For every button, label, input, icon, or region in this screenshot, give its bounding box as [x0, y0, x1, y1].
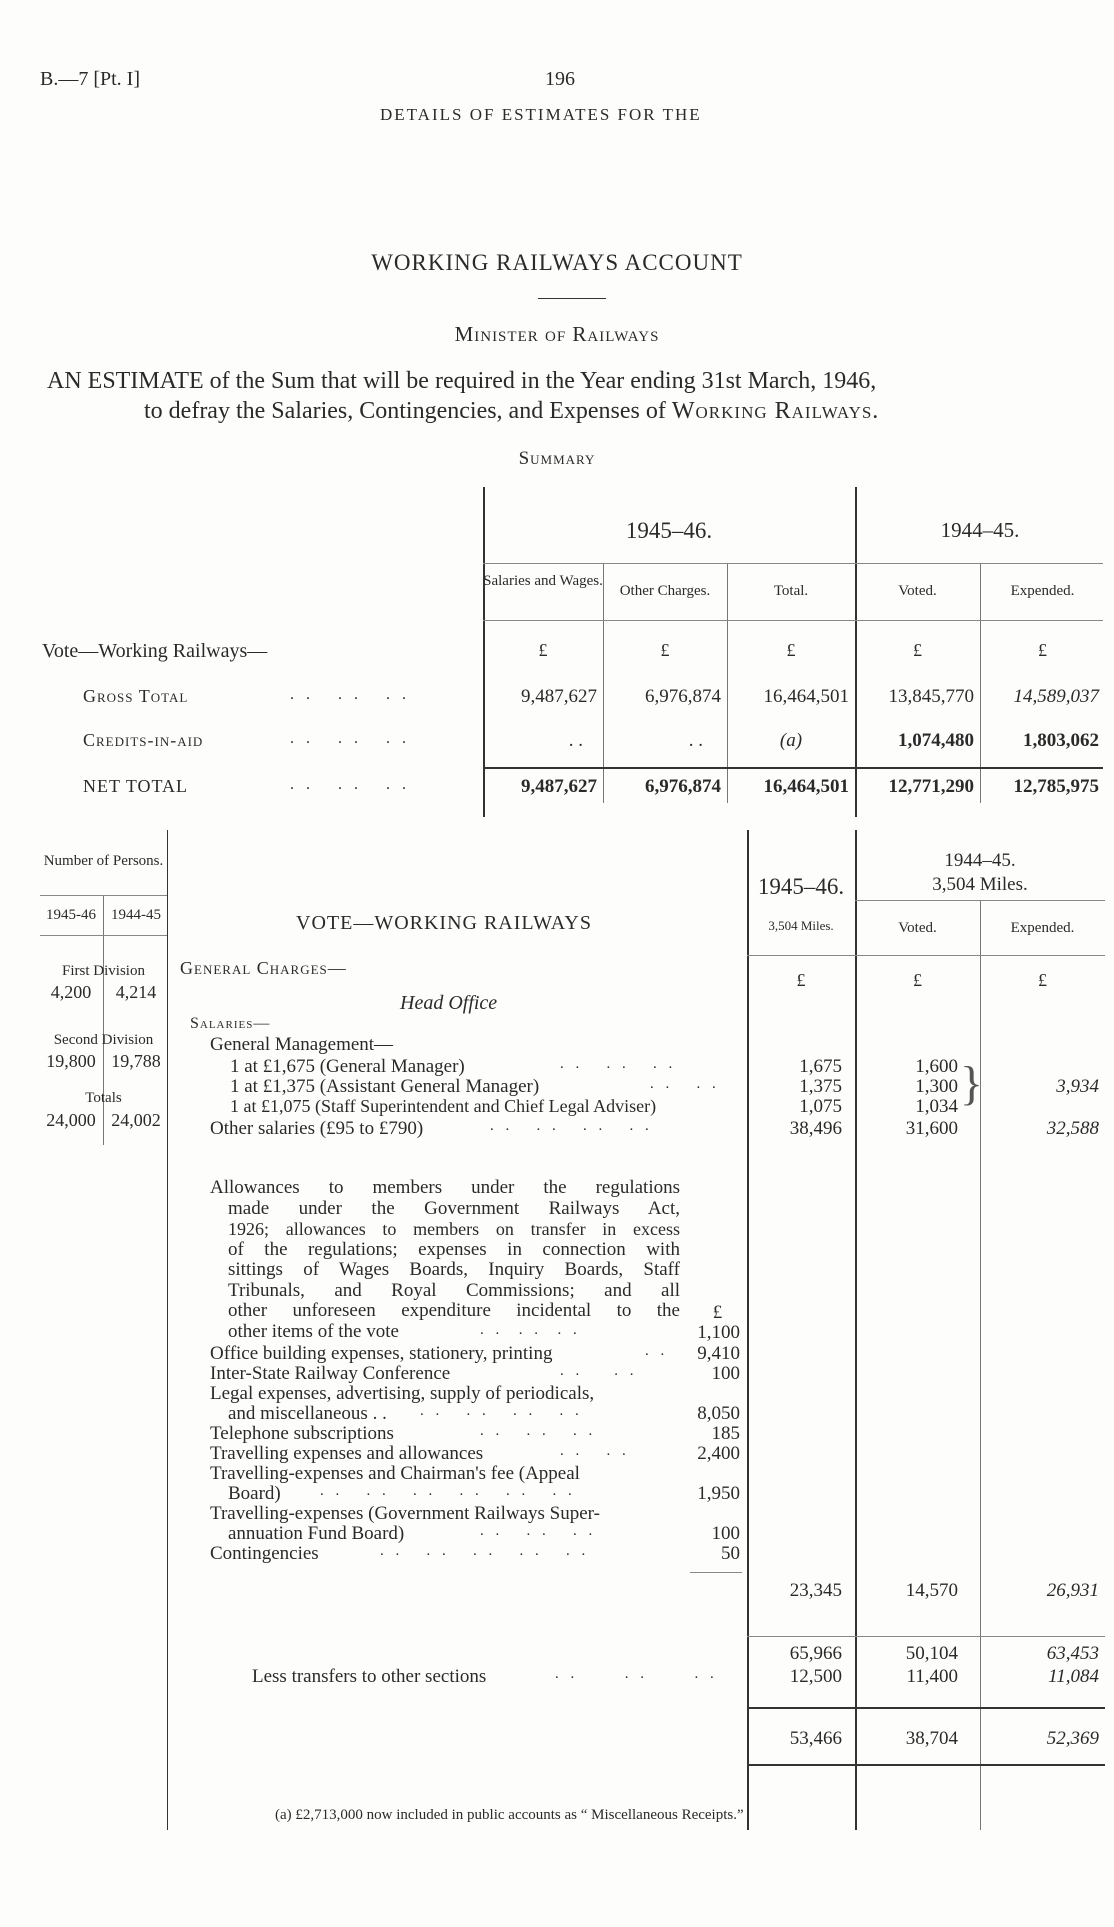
salary-label: 1 at £1,675 (General Manager) — [230, 1056, 465, 1077]
summary-row-label: Gross Total — [83, 686, 189, 706]
head-office-heading: Head Office — [400, 992, 498, 1014]
summary-gross-total: 16,464,501 — [763, 686, 849, 707]
estimate-line-1: AN ESTIMATE of the Sum that will be required in the Year ending 31st March, 1946, — [47, 368, 877, 394]
item-label-cont: annuation Fund Board) — [228, 1523, 405, 1544]
item-amount: 185 — [711, 1423, 740, 1444]
allowances-line: other unforeseen expenditure incidental to the — [228, 1300, 680, 1321]
summary-pound: £ — [786, 640, 796, 660]
summary-col-salaries: Salaries and Wages. — [483, 573, 603, 589]
item-label: Telephone subscriptions — [210, 1423, 394, 1444]
item-amount: 8,050 — [697, 1403, 740, 1424]
totals-b: 24,002 — [111, 1110, 161, 1130]
salary-voted: 1,600 — [915, 1056, 958, 1077]
item-label: Inter-State Railway Conference — [210, 1363, 451, 1384]
summary-col-total: Total. — [773, 583, 809, 599]
dot-leader: . . . . . . — [560, 1056, 677, 1072]
detail-col-year: 1945–46. — [757, 874, 845, 899]
allowances-line: Tribunals, and Royal Commissions; and all — [228, 1279, 680, 1301]
page-number: 196 — [545, 68, 575, 90]
detail-col-voted: Voted. — [898, 920, 937, 936]
summary-vote-label: Vote—Working Railways— — [42, 640, 268, 662]
summary-credits-other: . . — [688, 730, 703, 751]
salary-voted: 1,034 — [915, 1096, 958, 1117]
page-subtitle: DETAILS OF ESTIMATES FOR THE — [380, 105, 702, 124]
footnote: (a) £2,713,000 now included in public accounts as “ Miscellaneous Receipts.” — [275, 1807, 744, 1823]
summary-pound: £ — [913, 640, 922, 660]
second-division-b: 19,788 — [111, 1051, 161, 1071]
first-division-b: 4,214 — [115, 982, 157, 1002]
general-management-heading: General Management— — [210, 1034, 394, 1055]
other-salaries-current: 38,496 — [789, 1118, 842, 1139]
summary-gross-other: 6,976,874 — [645, 686, 721, 707]
group-brace: } — [960, 1057, 984, 1110]
summary-credits-total: (a) — [779, 730, 803, 751]
allowances-line: sittings of Wages Boards, Inquiry Boards, Staff — [228, 1259, 680, 1280]
allowances-line: other items of the vote — [228, 1320, 399, 1342]
gross-current: 65,966 — [789, 1643, 842, 1664]
detail-col-expended: Expended. — [1010, 920, 1075, 936]
summary-net-total: 16,464,501 — [763, 776, 849, 797]
summary-pound: £ — [538, 640, 548, 660]
salary-group-expended: 3,934 — [1056, 1076, 1099, 1097]
totals-a: 24,000 — [46, 1110, 96, 1130]
dot-leader: . . . . . . . . — [490, 1118, 653, 1134]
summary-heading: Summary — [518, 448, 596, 469]
item-amount: 50 — [721, 1543, 740, 1564]
page-reference: B.—7 [Pt. I] — [40, 68, 140, 90]
other-salaries-label: Other salaries (£95 to £790) — [210, 1118, 424, 1139]
vote-heading: VOTE—WORKING RAILWAYS — [296, 912, 592, 934]
salary-label: 1 at £1,375 (Assistant General Manager) — [230, 1076, 540, 1097]
salary-current: 1,375 — [799, 1076, 842, 1097]
detail-col-miles: 3,504 Miles. — [768, 918, 834, 933]
allowances-line: made under the Government Railways Act, — [228, 1197, 680, 1219]
second-division-label: Second Division — [53, 1032, 154, 1048]
subtotal-voted: 14,570 — [905, 1580, 958, 1601]
estimate-line-2-smallcaps: Working Railways. — [671, 398, 880, 424]
summary-gross-salaries: 9,487,627 — [521, 686, 597, 707]
summary-row-label: NET TOTAL — [83, 776, 189, 796]
summary-row-label: Credits-in-aid — [83, 730, 204, 750]
detail-prev-year: 1944–45. — [944, 850, 1016, 871]
dot-leader: . . . . — [650, 1076, 720, 1092]
salary-current: 1,675 — [799, 1056, 842, 1077]
net-expended: 52,369 — [1046, 1728, 1099, 1749]
item-label: Travelling-expenses and Chairman's fee (Appeal — [210, 1463, 580, 1484]
allowances-line: of the regulations; expenses in connection with — [228, 1238, 680, 1260]
second-division-a: 19,800 — [46, 1051, 96, 1071]
summary-year-prev: 1944–45. — [940, 518, 1020, 542]
summary-net-salaries: 9,487,627 — [521, 776, 597, 797]
estimate-line-2-text: to defray the Salaries, Contingencies, and Expenses of — [144, 398, 672, 424]
summary-gross-voted: 13,845,770 — [888, 686, 974, 707]
summary-pound: £ — [1038, 640, 1047, 660]
general-charges-heading: General Charges— — [180, 958, 347, 978]
summary-gross-expended: 14,589,037 — [1013, 686, 1099, 707]
summary-net-voted: 12,771,290 — [888, 776, 974, 797]
detail-pound: £ — [1038, 970, 1047, 990]
item-amount: 1,950 — [697, 1483, 740, 1504]
summary-col-voted: Voted. — [898, 583, 937, 599]
subtotal-current: 23,345 — [789, 1580, 842, 1601]
estimate-line-2 — [144, 398, 879, 425]
summary-credits-salaries: . . — [568, 730, 583, 751]
salary-label: 1 at £1,075 (Staff Superintendent and Chief Legal Adviser) — [230, 1096, 657, 1116]
detail-pound: £ — [913, 970, 922, 990]
item-label: Office building expenses, stationery, printing — [210, 1343, 553, 1364]
dot-leader: . . . . . . — [290, 730, 410, 747]
allowances-amount: 1,100 — [697, 1322, 740, 1343]
items-pound: £ — [712, 1302, 723, 1323]
item-amount: 100 — [711, 1363, 740, 1384]
dot-leader: . . . . . . — [290, 776, 410, 793]
item-label-cont: and miscellaneous . . — [228, 1403, 387, 1424]
item-amount: 2,400 — [697, 1443, 740, 1464]
salary-voted: 1,300 — [915, 1076, 958, 1097]
item-label: Legal expenses, advertising, supply of periodicals, — [210, 1383, 595, 1404]
dot-leader: . . . . . . — [290, 686, 410, 703]
gross-expended: 63,453 — [1046, 1643, 1099, 1664]
minister-heading: Minister of Railways — [454, 322, 660, 346]
account-title: WORKING RAILWAYS ACCOUNT — [371, 250, 743, 275]
item-amount: 100 — [711, 1523, 740, 1544]
other-salaries-expended: 32,588 — [1046, 1118, 1099, 1139]
less-transfers-label: Less transfers to other sections — [252, 1666, 487, 1687]
summary-col-other: Other Charges. — [619, 583, 711, 599]
allowances-line: 1926; allowances to members on transfer in excess — [228, 1219, 680, 1239]
item-label: Contingencies — [210, 1543, 319, 1564]
allowances-line: Allowances to members under the regulations — [210, 1177, 680, 1198]
summary-net-other: 6,976,874 — [645, 776, 721, 797]
gross-voted: 50,104 — [905, 1643, 958, 1664]
item-label: Travelling-expenses (Government Railways Super- — [210, 1503, 600, 1524]
net-current: 53,466 — [789, 1728, 842, 1749]
allowances-paragraph — [210, 1178, 680, 1342]
salary-current: 1,075 — [799, 1096, 842, 1117]
summary-net-expended: 12,785,975 — [1013, 776, 1099, 797]
persons-year-a: 1945-46 — [46, 907, 96, 923]
summary-credits-voted: 1,074,480 — [898, 730, 974, 751]
other-salaries-voted: 31,600 — [905, 1118, 958, 1139]
subtotal-expended: 26,931 — [1046, 1580, 1099, 1601]
salaries-heading: Salaries— — [190, 1015, 271, 1032]
less-current: 12,500 — [789, 1666, 842, 1687]
net-voted: 38,704 — [905, 1728, 958, 1749]
item-label: Travelling expenses and allowances — [210, 1443, 484, 1464]
item-label-cont: Board) — [228, 1483, 281, 1504]
detail-pound: £ — [796, 970, 806, 990]
less-voted: 11,400 — [906, 1666, 958, 1687]
summary-pound: £ — [660, 640, 670, 660]
totals-label: Totals — [85, 1090, 122, 1106]
less-expended: 11,084 — [1048, 1666, 1099, 1687]
summary-credits-expended: 1,803,062 — [1023, 730, 1099, 751]
first-division-label: First Division — [62, 963, 145, 979]
item-amount: 9,410 — [697, 1343, 740, 1364]
summary-col-expended: Expended. — [1010, 583, 1075, 599]
summary-year-current: 1945–46. — [625, 518, 713, 543]
persons-heading: Number of Persons. — [43, 853, 164, 869]
detail-prev-miles: 3,504 Miles. — [932, 874, 1028, 895]
persons-year-b: 1944-45 — [111, 907, 161, 923]
first-division-a: 4,200 — [50, 982, 92, 1002]
